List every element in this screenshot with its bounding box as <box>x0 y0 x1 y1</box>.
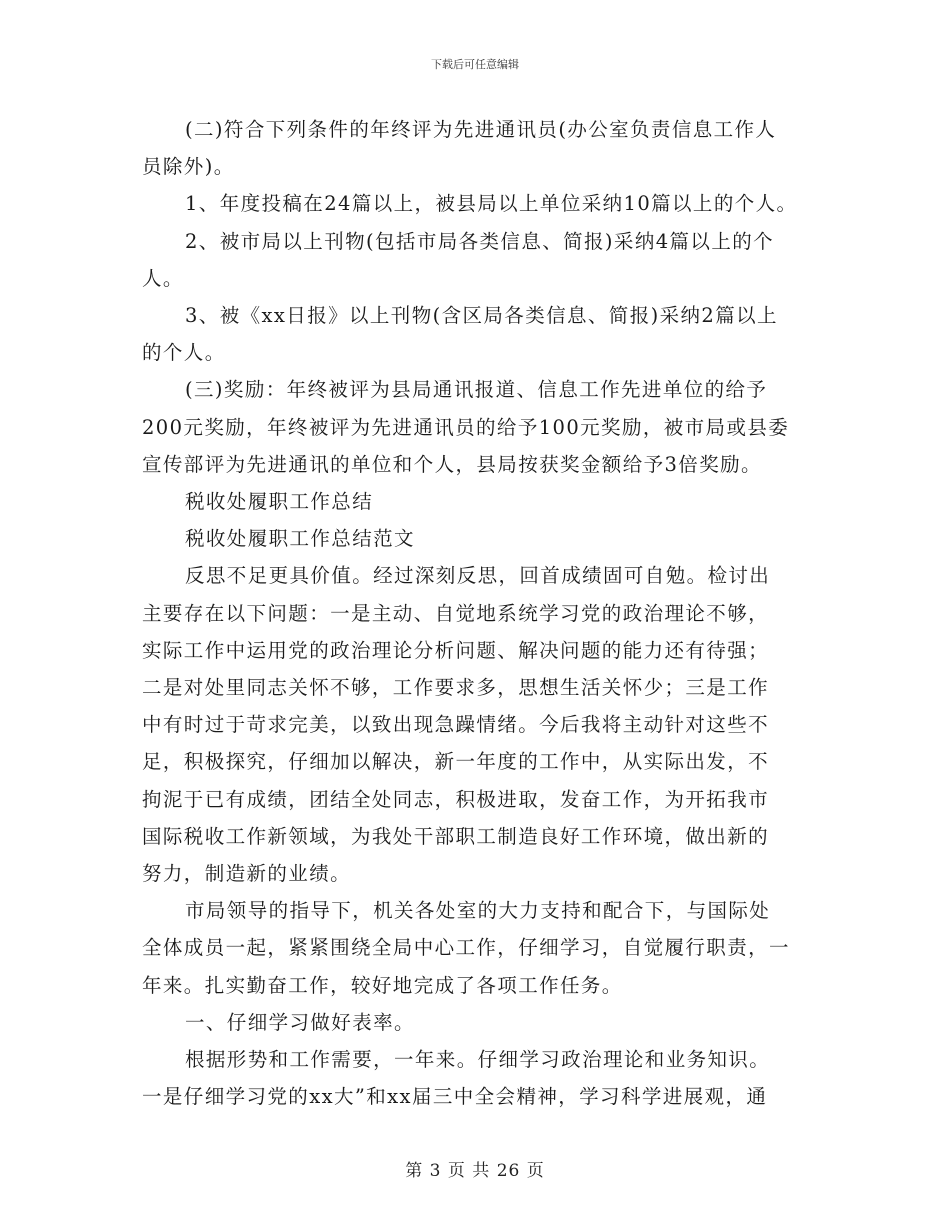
text-line: 实际工作中运用党的政治理论分析问题、解决问题的能力还有待强； <box>142 638 770 662</box>
page-header: 下载后可任意编辑 <box>431 58 519 71</box>
text-line: 人。 <box>142 266 184 290</box>
text-line: (二)符合下列条件的年终评为先进通讯员(办公室负责信息工作人 <box>185 118 777 141</box>
text-line: 根据形势和工作需要，一年来。仔细学习政治理论和业务知识。 <box>185 1048 771 1072</box>
text-line: (三)奖励：年终被评为县局通讯报道、信息工作先进单位的给予 <box>185 378 768 402</box>
text-line: 主要存在以下问题：一是主动、自觉地系统学习党的政治理论不够， <box>142 601 770 625</box>
text-line: 3、被《xx日报》以上刊物(含区局各类信息、简报)采纳2篇以上 <box>185 304 778 328</box>
text-line: 国际税收工作新领域，为我处干部职工制造良好工作环境，做出新的 <box>142 824 770 848</box>
text-line: 努力，制造新的业绩。 <box>142 862 352 886</box>
text-line: 全体成员一起，紧紧围绕全局中心工作，仔细学习，自觉履行职责，一 <box>142 936 790 960</box>
text-line: 市局领导的指导下，机关各处室的大力支持和配合下，与国际处 <box>185 899 771 923</box>
text-line: 拘泥于已有成绩，团结全处同志，积极进取，发奋工作，为开拓我市 <box>142 787 770 811</box>
text-line: 税收处履职工作总结范文 <box>185 527 415 551</box>
text-line: 足，积极探究，仔细加以解决，新一年度的工作中，从实际出发，不 <box>142 750 770 774</box>
text-line: 一是仔细学习党的xx大”和xx届三中全会精神，学习科学进展观，通 <box>142 1085 768 1109</box>
text-line: 2、被市局以上刊物(包括市局各类信息、简报)采纳4篇以上的个 <box>185 229 775 253</box>
text-line: 二是对处里同志关怀不够，工作要求多，思想生活关怀少；三是工作 <box>142 676 770 700</box>
text-line: 中有时过于苛求完美，以致出现急躁情绪。今后我将主动针对这些不 <box>142 713 770 737</box>
document-body <box>142 111 814 1115</box>
text-line: 年来。扎实勤奋工作，较好地完成了各项工作任务。 <box>142 973 623 997</box>
text-line: 1、年度投稿在24篇以上，被县局以上单位采纳10篇以上的个人。 <box>185 192 798 216</box>
text-line: 的个人。 <box>142 341 226 365</box>
text-line: 员除外)。 <box>142 155 235 179</box>
text-line: 宣传部评为先进通讯的单位和个人，县局按获奖金额给予3倍奖励。 <box>142 452 762 476</box>
text-line: 一、仔细学习做好表率。 <box>185 1010 415 1034</box>
text-line: 200元奖励，年终被评为先进通讯员的给予100元奖励，被市局或县委 <box>142 415 790 439</box>
text-line: 税收处履职工作总结 <box>185 490 374 514</box>
page-number-footer: 第 3 页 共 26 页 <box>405 1161 545 1181</box>
text-line: 反思不足更具价值。经过深刻反思，回首成绩固可自勉。检讨出 <box>185 564 771 588</box>
